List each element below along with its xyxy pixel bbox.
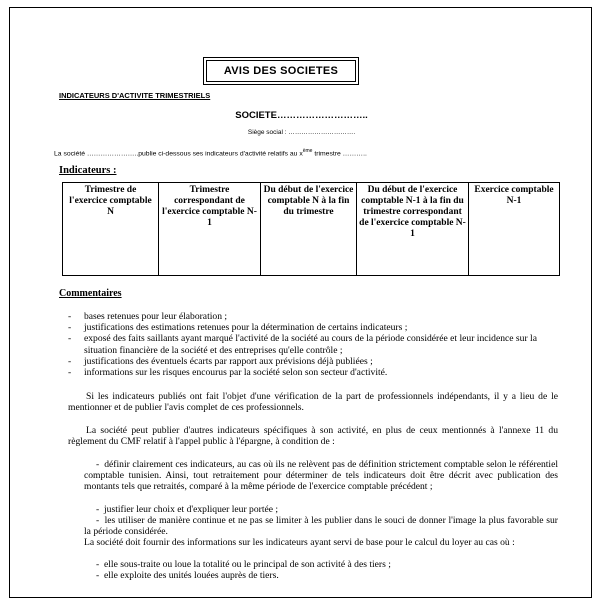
sub-item-text: définir clairement ces indicateurs, au cas où ils ne relèvent pas de définition strictement comptable selon le référentiel comptable tunisien. Ainsi, tout retraitement pour déterminer de tels indicateurs doit être décrit avec publication des montants tels que retraités, comparé à la même période de l'exercice comptable précédent ;	[84, 459, 558, 493]
paragraph-loyer: La société doit fournir des informations sur les indicateurs ayant servi de base pour le calcul du loyer au cas où :	[84, 537, 515, 548]
sub-item-text: elle sous-traite ou loue la totalité ou le principal de son activité à des tiers ;	[104, 559, 391, 570]
table-header-cell: Trimestre correspondant de l'exercice comptable N-1	[159, 183, 261, 276]
sub-item-dash: -	[96, 515, 105, 526]
document-title: AVIS DES SOCIETES	[206, 60, 356, 82]
siege-social-line: Siège social : ………………………….	[247, 129, 356, 136]
paragraph-autres-indicateurs: La société peut publier d'autres indicateurs spécifiques à son activité, en plus de ceux mentionnés à l'annexe 11 du règlement du CMF relatif à l'appel public à l'épargne, à condition de :	[68, 425, 558, 448]
table-header-cell: Trimestre de l'exercice comptable N	[63, 183, 159, 276]
sub-item-text: elle exploite des unités louées auprès de tiers.	[104, 570, 279, 581]
table-header-cell: Exercice comptable N-1	[469, 183, 560, 276]
sub-item-exploite	[96, 570, 558, 581]
sub-item-sous-traite	[96, 559, 558, 570]
intro-superscript: ème	[302, 148, 313, 154]
sub-item-definir	[84, 459, 558, 493]
sub-item-utiliser	[84, 515, 558, 537]
societe-line: SOCIETE………………………..	[235, 110, 368, 121]
sub-item-dash: -	[96, 504, 104, 515]
list-item: - justifications des estimations retenues pour la détermination de certains indicateurs ;	[68, 322, 558, 333]
list-item: - justifications des éventuels écarts par rapport aux prévisions déjà publiées ;	[68, 356, 558, 367]
list-item: - informations sur les risques encourus par la société selon son secteur d'activité.	[68, 367, 558, 378]
paragraph-verification: Si les indicateurs publiés ont fait l'objet d'une vérification de la part de professionnels indépendants, il y a lieu de le mentionner et de publier l'avis complet de ces professionnels.	[68, 391, 558, 414]
intro-text-b: trimestre ………..	[312, 150, 367, 158]
list-item: - bases retenues pour leur élaboration ;	[68, 311, 558, 322]
table-row	[63, 183, 560, 276]
list-item: - exposé des faits saillants ayant marqué l'activité de la société au cours de la période considérée et leur incidence sur la situation financière de la société et des entreprises qu'elle contrôle ;	[68, 333, 558, 355]
table-header-cell: Du début de l'exercice comptable N à la fin du trimestre	[261, 183, 357, 276]
sub-item-dash: -	[96, 459, 105, 470]
intro-text-a: La société …………………..publie ci-dessous ses indicateurs d'activité relatifs au x	[54, 150, 303, 158]
table-header-cell: Du début de l'exercice comptable N-1 à la fin du trimestre correspondant de l'exercice comptable N-1	[357, 183, 469, 276]
commentaires-heading: Commentaires	[59, 288, 122, 299]
intro-line	[54, 148, 367, 157]
sub-item-justifier	[96, 504, 558, 515]
sub-item-dash: -	[96, 559, 104, 570]
document-page	[9, 7, 592, 598]
sub-item-text: justifier leur choix et d'expliquer leur portée ;	[104, 504, 279, 515]
section-title: INDICATEURS D'ACTIVITE TRIMESTRIELS	[59, 91, 211, 100]
indicateurs-table	[62, 182, 560, 276]
indicateurs-heading: Indicateurs :	[59, 165, 117, 176]
sub-item-dash: -	[96, 570, 104, 581]
commentaires-list	[68, 311, 558, 378]
sub-item-text: les utiliser de manière continue et ne pas se limiter à les publier dans le souci de donner l'image la plus favorable sur la période considérée.	[84, 515, 558, 538]
